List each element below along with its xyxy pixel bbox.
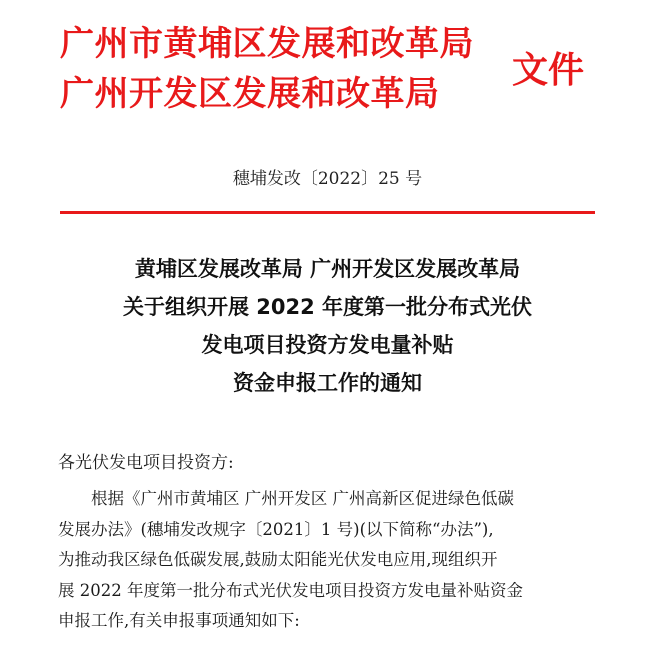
letterhead (0, 0, 655, 130)
title-line: 发电项目投资方发电量补贴 (201, 333, 454, 357)
body-line: 展 2022 年度第一批分布式光伏发电项目投资方发电量补贴资金 (58, 580, 523, 600)
body-paragraph (58, 484, 603, 637)
title-line: 关于组织开展 2022 年度第一批分布式光伏 (122, 295, 533, 319)
salutation: 各光伏发电项目投资方: (58, 453, 234, 473)
document-suffix: 文件 (512, 49, 585, 91)
title-line: 黄埔区发展改革局 广州开发区发展改革局 (134, 257, 521, 281)
title-line: 资金申报工作的通知 (233, 371, 422, 395)
issuer-name-development-zone: 广州开发区发展和改革局 (60, 74, 440, 114)
body-line: 为推动我区绿色低碳发展,鼓励太阳能光伏发电应用,现组织开 (58, 550, 498, 569)
red-divider (60, 211, 595, 214)
body-line: 申报工作,有关申报事项通知如下: (58, 611, 300, 630)
document-title (0, 250, 655, 402)
body-line: 根据《广州市黄埔区 广州开发区 广州高新区促进绿色低碳 (91, 489, 514, 508)
document-number: 穗埔发改〔2022〕25 号 (232, 169, 423, 189)
body-line: 发展办法》(穗埔发改规字〔2021〕1 号)(以下简称“办法”), (58, 519, 494, 539)
issuer-name-huangpu: 广州市黄埔区发展和改革局 (60, 24, 474, 64)
